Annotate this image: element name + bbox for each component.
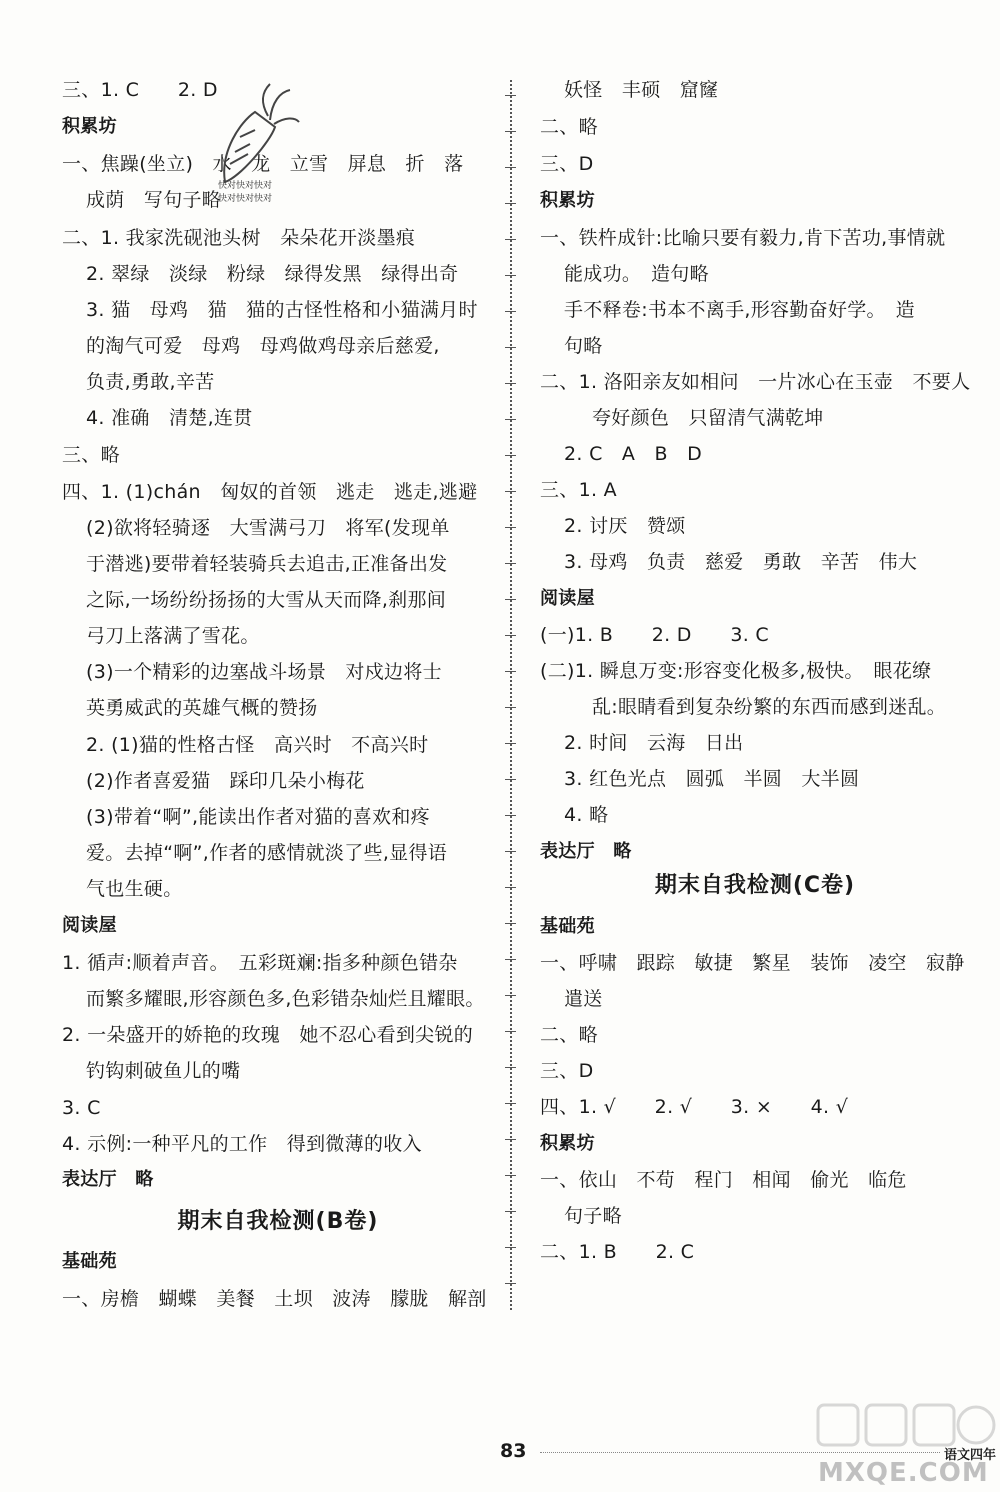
- answer-line: 4. 略: [564, 804, 609, 826]
- test-title: 期末自我检测(B卷): [177, 1209, 379, 1234]
- test-title: 期末自我检测(C卷): [654, 873, 856, 898]
- answer-line: 一、铁杵成针:比喻只要有毅力,肯下苦功,事情就: [540, 227, 946, 249]
- answer-line: 4. 准确 清楚,连贯: [86, 407, 253, 429]
- divider-tick: [505, 311, 516, 312]
- divider-tick: [505, 779, 516, 780]
- section-heading: 积累坊: [540, 190, 595, 211]
- answer-line: 四、1. √ 2. √ 3. × 4. √: [540, 1096, 849, 1118]
- divider-tick: [505, 1139, 516, 1140]
- stamp-line-1: 快对快对快对: [218, 181, 273, 191]
- watermark-text: MXQE.COM: [818, 1458, 989, 1488]
- section-heading: 基础苑: [540, 916, 595, 937]
- divider-tick: [505, 671, 516, 672]
- answer-line: 负责,勇敢,辛苦: [86, 371, 215, 393]
- answer-line: 一、焦躁(坐立) 水 龙 立雪 屏息 折 落: [62, 153, 464, 175]
- divider-tick: [505, 167, 516, 168]
- answer-line: 三、1. C 2. D: [62, 79, 218, 101]
- answer-line: 二、1. 我家洗砚池头树 朵朵花开淡墨痕: [62, 227, 416, 249]
- divider-tick: [505, 599, 516, 600]
- answer-line: 3. 猫 母鸡 猫 猫的古怪性格和小猫满月时: [86, 299, 478, 321]
- answer-line: 手不释卷:书本不离手,形容勤奋好学。 造: [564, 299, 915, 321]
- divider-tick: [505, 1103, 516, 1104]
- divider-tick: [505, 635, 516, 636]
- section-heading: 表达厅 略: [62, 1169, 154, 1190]
- divider-tick: [505, 563, 516, 564]
- section-heading: 表达厅 略: [540, 841, 632, 862]
- answer-line: 二、略: [540, 1024, 598, 1046]
- divider-tick: [505, 1067, 516, 1068]
- answer-line: (3)带着“啊”,能读出作者对猫的喜欢和疼: [86, 806, 430, 828]
- answer-line: 夸好颜色 只留清气满乾坤: [592, 407, 824, 429]
- section-heading: 阅读屋: [62, 915, 117, 936]
- answer-line: 气也生硬。: [86, 878, 183, 900]
- answer-line: 三、D: [540, 153, 594, 175]
- divider-tick: [505, 527, 516, 528]
- section-heading: 阅读屋: [540, 588, 595, 609]
- answer-line: 句略: [564, 335, 603, 357]
- divider-tick: [505, 1175, 516, 1176]
- divider-tick: [505, 383, 516, 384]
- divider-tick: [505, 887, 516, 888]
- answer-line: 2. 翠绿 淡绿 粉绿 绿得发黑 绿得出奇: [86, 263, 459, 285]
- answer-line: 遣送: [564, 988, 603, 1010]
- divider-tick: [505, 995, 516, 996]
- answer-line: (3)一个精彩的边塞战斗场景 对戍边将士: [86, 661, 442, 683]
- answer-line: (二)1. 瞬息万变:形容变化极多,极快。 眼花缭: [540, 660, 932, 682]
- divider-tick: [505, 1031, 516, 1032]
- divider-tick: [505, 203, 516, 204]
- answer-line: 钓钩刺破鱼儿的嘴: [86, 1060, 241, 1082]
- divider-tick: [505, 851, 516, 852]
- divider-tick: [505, 1211, 516, 1212]
- answer-line: 2. 一朵盛开的娇艳的玫瑰 她不忍心看到尖锐的: [62, 1024, 474, 1046]
- answer-line: 一、呼啸 跟踪 敏捷 繁星 装饰 凌空 寂静: [540, 952, 965, 974]
- answer-line: 之际,一场纷纷扬扬的大雪从天而降,刹那间: [86, 589, 447, 611]
- section-heading: 积累坊: [540, 1133, 595, 1154]
- divider-tick: [505, 347, 516, 348]
- stamp-line-2: 快对快对快对: [218, 194, 273, 204]
- answer-line: 乱:眼睛看到复杂纷繁的东西而感到迷乱。: [592, 696, 947, 718]
- divider-tick: [505, 275, 516, 276]
- answer-line: 于潜逃)要带着轻装骑兵去追击,正准备出发: [86, 553, 448, 575]
- answer-line: 2. 讨厌 赞颂: [564, 515, 686, 537]
- answer-line: 爱。去掉“啊”,作者的感情就淡了些,显得语: [86, 842, 448, 864]
- divider-tick: [505, 95, 516, 96]
- answer-line: 二、1. 洛阳亲友如相问 一片冰心在玉壶 不要人: [540, 371, 971, 393]
- divider-tick: [505, 455, 516, 456]
- answer-line: 一、依山 不苟 程门 相闻 偷光 临危: [540, 1169, 907, 1191]
- divider-tick: [505, 491, 516, 492]
- answer-line: 三、略: [62, 444, 120, 466]
- answer-line: 二、略: [540, 116, 598, 138]
- answer-line: 能成功。 造句略: [564, 263, 709, 285]
- answer-line: 2. (1)猫的性格古怪 高兴时 不高兴时: [86, 734, 429, 756]
- divider-tick: [505, 419, 516, 420]
- divider-tick: [505, 923, 516, 924]
- answer-line: 3. C: [62, 1097, 101, 1119]
- section-heading: 积累坊: [62, 116, 117, 137]
- column-divider: [510, 80, 512, 1310]
- divider-tick: [505, 959, 516, 960]
- answer-line: 成荫 写句子略: [86, 189, 222, 211]
- divider-tick: [505, 131, 516, 132]
- answer-line: 三、D: [540, 1060, 594, 1082]
- divider-tick: [505, 743, 516, 744]
- answer-line: (2)欲将轻骑逐 大雪满弓刀 将军(发现单: [86, 517, 450, 539]
- divider-tick: [505, 707, 516, 708]
- answer-line: 3. 母鸡 负责 慈爱 勇敢 辛苦 伟大: [564, 551, 918, 573]
- answer-line: (一)1. B 2. D 3. C: [540, 624, 769, 646]
- answer-line: 的淘气可爱 母鸡 母鸡做鸡母亲后慈爱,: [86, 335, 440, 357]
- answer-line: 三、1. A: [540, 479, 617, 501]
- answer-line: 2. C A B D: [564, 443, 703, 465]
- divider-tick: [505, 1247, 516, 1248]
- answer-line: 英勇威武的英雄气概的赞扬: [86, 697, 318, 719]
- answer-line: 4. 示例:一种平凡的工作 得到微薄的收入: [62, 1133, 422, 1155]
- answer-line: 1. 循声:顺着声音。 五彩斑斓:指多种颜色错杂: [62, 952, 458, 974]
- divider-tick: [505, 1283, 516, 1284]
- answer-line: 而繁多耀眼,形容颜色多,色彩错杂灿烂且耀眼。: [86, 988, 485, 1010]
- answer-line: 二、1. B 2. C: [540, 1241, 695, 1263]
- page-number: 83: [500, 1440, 527, 1462]
- answer-line: 妖怪 丰硕 窟窿: [564, 79, 719, 101]
- divider-tick: [505, 815, 516, 816]
- answer-line: 四、1. (1)chán 匈奴的首领 逃走 逃走,逃避: [62, 481, 478, 503]
- answer-line: 3. 红色光点 圆弧 半圆 大半圆: [564, 768, 860, 790]
- answer-line: 弓刀上落满了雪花。: [86, 625, 260, 647]
- footer-label: 语文四年: [944, 1448, 997, 1463]
- divider-tick: [505, 239, 516, 240]
- answer-line: 一、房檐 蝴蝶 美餐 土坝 波涛 朦胧 解剖: [62, 1288, 487, 1310]
- answer-line: (2)作者喜爱猫 踩印几朵小梅花: [86, 770, 365, 792]
- answer-line: 句子略: [564, 1205, 622, 1227]
- section-heading: 基础苑: [62, 1251, 117, 1272]
- answer-line: 2. 时间 云海 日出: [564, 732, 744, 754]
